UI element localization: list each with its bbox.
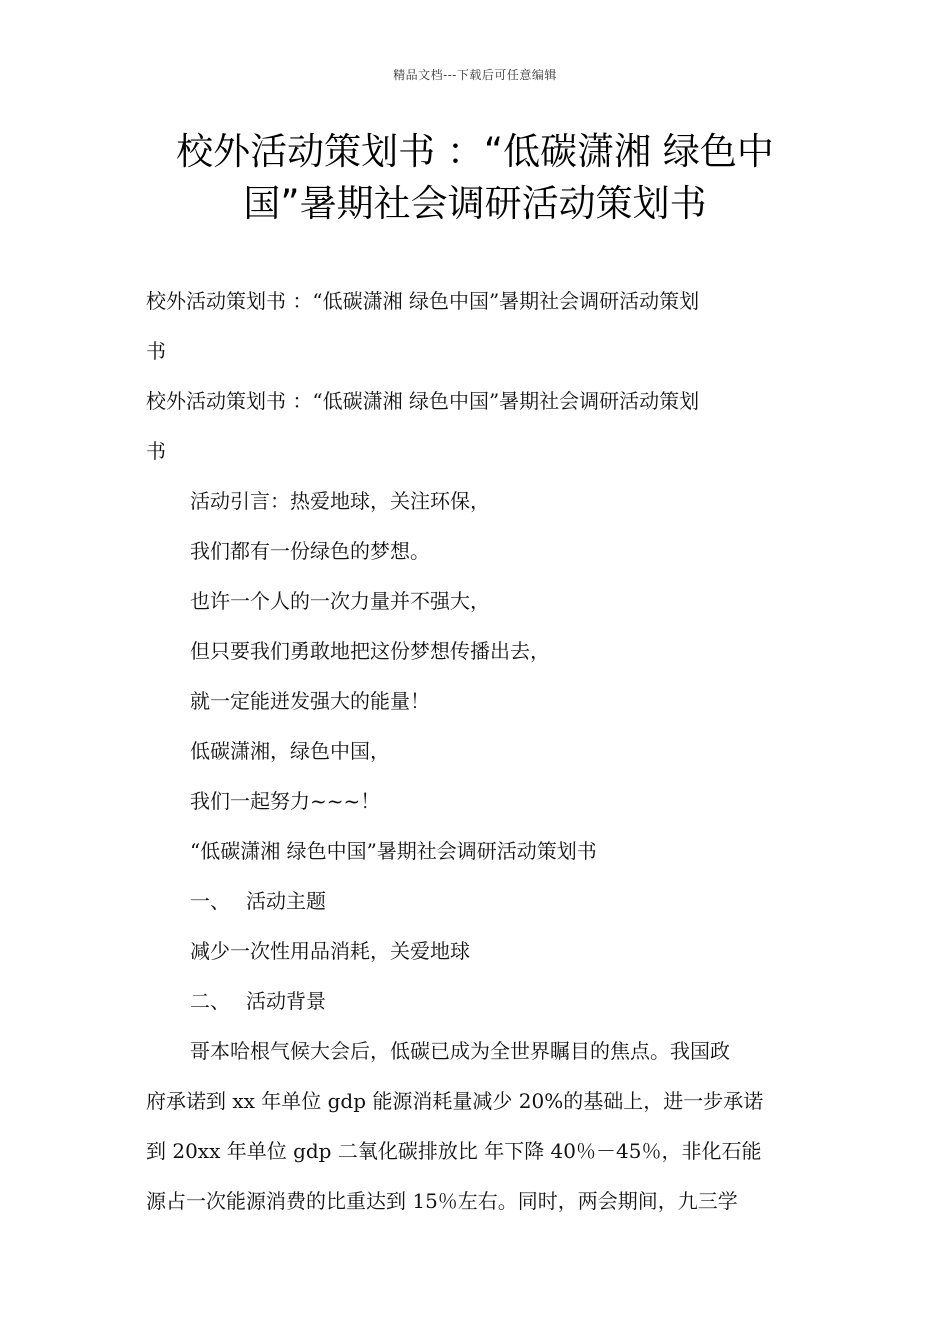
background-line: 府承诺到 xx 年单位 gdp 能源消耗量减少 20%的基础上，进一步承诺	[146, 1089, 764, 1113]
repeated-title-2-line-2: 书	[146, 439, 166, 463]
repeated-title-1-line-2: 书	[146, 339, 166, 363]
intro-line: 就一定能迸发强大的能量！	[190, 689, 430, 713]
intro-line: 我们一起努力~~~！	[190, 789, 381, 813]
intro-line: 活动引言：热爱地球，关注环保，	[190, 489, 490, 513]
document-body	[146, 276, 810, 1226]
document-title	[120, 126, 830, 230]
plan-title: “低碳潇湘 绿色中国”暑期社会调研活动策划书	[190, 839, 597, 863]
section-number: 二、	[190, 989, 230, 1013]
background-line: 哥本哈根气候大会后，低碳已成为全世界瞩目的焦点。我国政	[190, 1039, 730, 1063]
section-heading-text: 活动背景	[246, 989, 326, 1013]
background-line: 源占一次能源消费的比重达到 15％左右。同时，两会期间，九三学	[146, 1189, 738, 1213]
intro-line: 但只要我们勇敢地把这份梦想传播出去，	[190, 639, 550, 663]
section-content-1: 减少一次性用品消耗，关爱地球	[190, 939, 470, 963]
section-heading-1	[146, 876, 810, 926]
repeated-title-1-line-1: 校外活动策划书 ：“低碳潇湘 绿色中国”暑期社会调研活动策划	[146, 289, 700, 313]
background-line: 到 20xx 年单位 gdp 二氧化碳排放比 年下降 40％－45％，非化石能	[146, 1139, 762, 1163]
section-number: 一、	[190, 889, 230, 913]
title-line-2: 国”暑期社会调研活动策划书	[243, 182, 707, 225]
intro-line: 也许一个人的一次力量并不强大，	[190, 589, 490, 613]
title-line-1: 校外活动策划书 ：“低碳潇湘 绿色中	[176, 130, 774, 173]
repeated-title-2-line-1: 校外活动策划书 ：“低碳潇湘 绿色中国”暑期社会调研活动策划	[146, 389, 700, 413]
intro-line: 我们都有一份绿色的梦想。	[190, 539, 430, 563]
section-heading-2	[146, 976, 810, 1026]
intro-line: 低碳潇湘，绿色中国，	[190, 739, 390, 763]
section-heading-text: 活动主题	[246, 889, 326, 913]
header-note: 精品文档---下载后可任意编辑	[393, 68, 557, 82]
